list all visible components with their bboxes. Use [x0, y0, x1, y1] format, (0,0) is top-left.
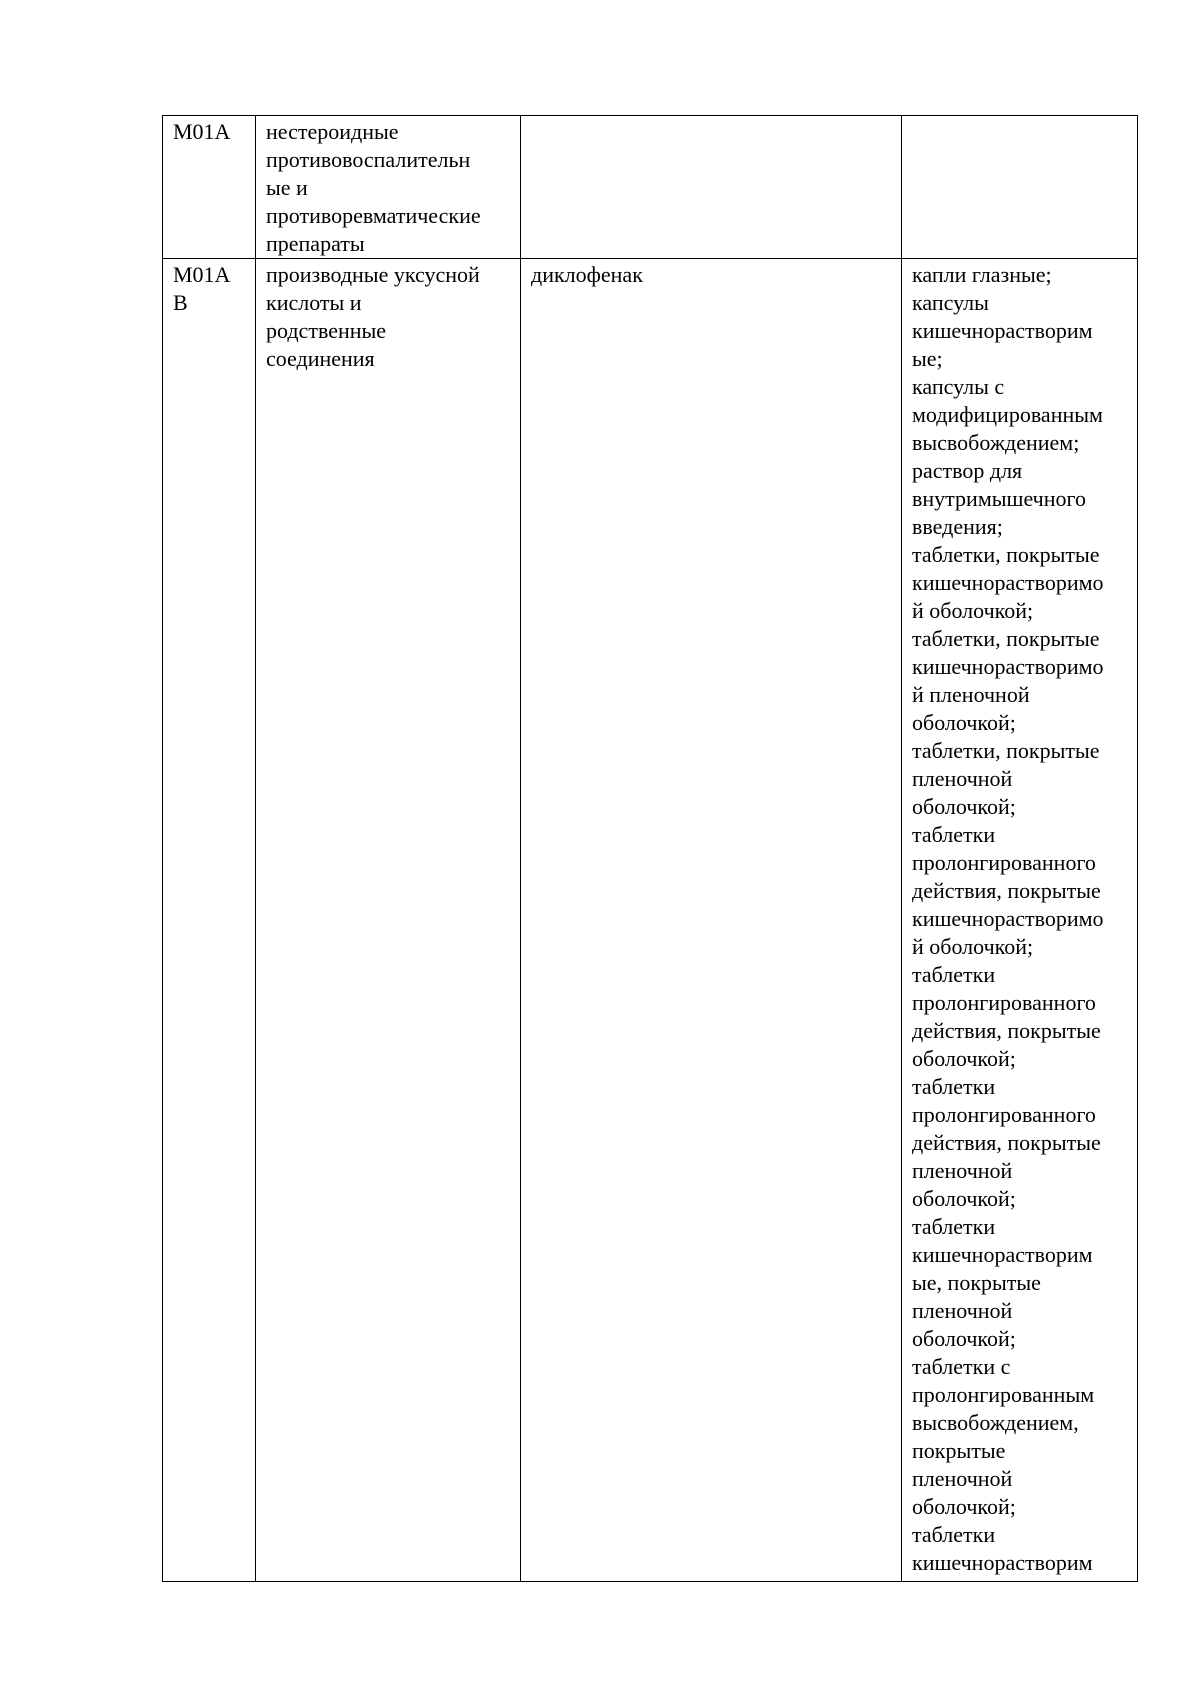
table-body — [163, 116, 1138, 1582]
cell-text-line: высвобождением; — [912, 430, 1080, 455]
cell-text-line: оболочкой; — [912, 1046, 1016, 1071]
cell-text-line: пленочной — [912, 1158, 1013, 1183]
cell-text-line: действия, покрытые — [912, 878, 1101, 903]
cell-text-line: диклофенак — [531, 262, 643, 287]
drug-classification-table — [162, 115, 1138, 1582]
cell-text-line: пролонгированного — [912, 1102, 1096, 1127]
cell-text-line: внутримышечного — [912, 486, 1086, 511]
cell-text-line: кишечнорастворим — [912, 1550, 1093, 1575]
cell-text-line: пленочной — [912, 766, 1013, 791]
table-row — [163, 116, 1138, 259]
cell-text-line: кишечнорастворимо — [912, 906, 1104, 931]
cell-text-line: оболочкой; — [912, 1186, 1016, 1211]
cell-text-line: капсулы с — [912, 374, 1005, 399]
cell-text-line: B — [173, 290, 188, 315]
cell-text-line: пролонгированным — [912, 1382, 1095, 1407]
cell-text-line: соединения — [266, 346, 375, 371]
cell-text-line: родственные — [266, 318, 387, 343]
anatomical-therapeutic-group-cell — [256, 116, 521, 259]
cell-text-line: пленочной — [912, 1298, 1013, 1323]
cell-text-line: таблетки — [912, 1522, 996, 1547]
cell-text-line: й оболочкой; — [912, 934, 1034, 959]
cell-text-line: противоревматические — [266, 203, 481, 228]
anatomical-therapeutic-group-cell — [256, 259, 521, 1582]
cell-text-line: нестероидные — [266, 119, 399, 144]
cell-text-line: й пленочной — [912, 682, 1030, 707]
cell-text-line: пленочной — [912, 1466, 1013, 1491]
cell-text-line: противовоспалительн — [266, 147, 471, 172]
cell-text-line: M01A — [173, 119, 231, 144]
table-row — [163, 259, 1138, 1582]
cell-text-line: таблетки — [912, 1214, 996, 1239]
cell-text-line: й оболочкой; — [912, 598, 1034, 623]
cell-text-line: ые; — [912, 346, 943, 371]
cell-text-line: оболочкой; — [912, 1326, 1016, 1351]
cell-text-line: пролонгированного — [912, 990, 1096, 1015]
cell-text-line: кишечнорастворим — [912, 318, 1093, 343]
cell-text-line: пролонгированного — [912, 850, 1096, 875]
cell-text-line: модифицированным — [912, 402, 1103, 427]
cell-text-line: M01A — [173, 262, 231, 287]
cell-text-line: кислоты и — [266, 290, 362, 315]
atc-code-cell — [163, 259, 256, 1582]
dosage-forms-cell — [902, 259, 1138, 1582]
cell-text-line: оболочкой; — [912, 794, 1016, 819]
cell-text-line: оболочкой; — [912, 1494, 1016, 1519]
cell-text-line: капсулы — [912, 290, 989, 315]
cell-text-line: кишечнорастворим — [912, 1242, 1093, 1267]
cell-text-line: раствор для — [912, 458, 1023, 483]
cell-text-line: таблетки с — [912, 1354, 1011, 1379]
cell-text-line: таблетки, покрытые — [912, 626, 1100, 651]
drug-name-cell — [521, 116, 902, 259]
cell-text-line: таблетки — [912, 822, 996, 847]
cell-text-line: действия, покрытые — [912, 1130, 1101, 1155]
cell-text-line: таблетки — [912, 962, 996, 987]
cell-text-line: капли глазные; — [912, 262, 1052, 287]
cell-text-line: ые, покрытые — [912, 1270, 1041, 1295]
drug-name-cell — [521, 259, 902, 1582]
cell-text-line: кишечнорастворимо — [912, 570, 1104, 595]
cell-text-line: оболочкой; — [912, 710, 1016, 735]
cell-text-line: кишечнорастворимо — [912, 654, 1104, 679]
cell-text-line: производные уксусной — [266, 262, 480, 287]
cell-text-line: действия, покрытые — [912, 1018, 1101, 1043]
cell-text-line: таблетки, покрытые — [912, 542, 1100, 567]
dosage-forms-cell — [902, 116, 1138, 259]
cell-text-line: таблетки — [912, 1074, 996, 1099]
cell-text-line: ые и — [266, 175, 308, 200]
cell-text-line: покрытые — [912, 1438, 1006, 1463]
cell-text-line: таблетки, покрытые — [912, 738, 1100, 763]
atc-code-cell — [163, 116, 256, 259]
cell-text-line: препараты — [266, 231, 365, 256]
cell-text-line: высвобождением, — [912, 1410, 1079, 1435]
cell-text-line: введения; — [912, 514, 1003, 539]
